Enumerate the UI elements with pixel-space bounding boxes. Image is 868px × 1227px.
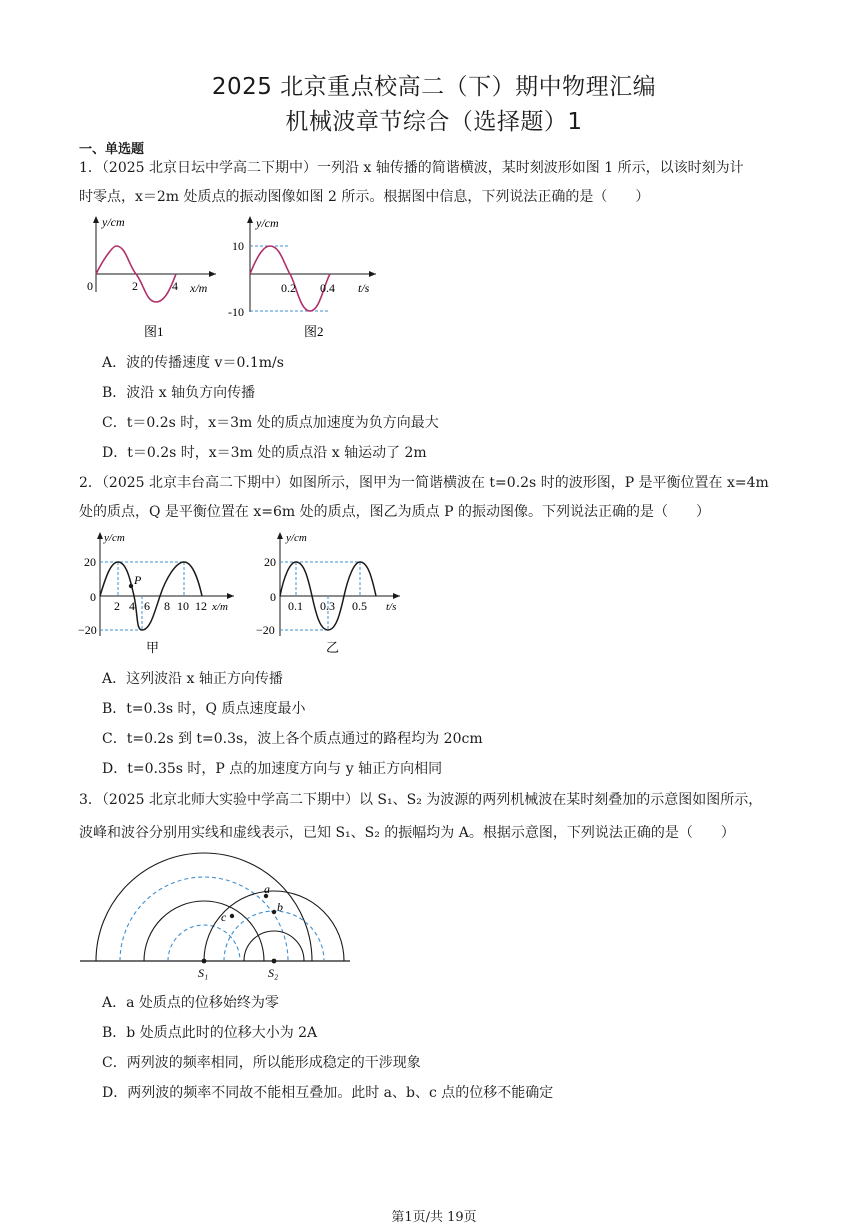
q3-interference-figure [78, 852, 358, 988]
q2-jia-tick-10: 10 [177, 599, 189, 613]
q2-jia-ytick-neg20: −20 [78, 623, 97, 637]
q1-stem-line2: 时零点，x＝2m 处质点的振动图像如图 2 所示。根据图中信息，下列说法正确的是（ ） [79, 189, 650, 205]
q2-stem-line1: 2．（2025 北京丰台高二下期中）如图所示，图甲为一简谐横波在 t=0.2s 时的波形图，P 是平衡位置在 x=4m [79, 475, 769, 491]
q1-fig1-ylabel: y/cm [102, 215, 125, 229]
q1-fig2-tick-04: 0.4 [320, 281, 335, 295]
q2-option-a: A．这列波沿 x 轴正方向传播 [102, 671, 283, 687]
q3-option-a: A．a 处质点的位移始终为零 [102, 995, 279, 1011]
q2-yi-tick-05: 0.5 [352, 599, 367, 613]
q3-source-s1 [202, 959, 207, 964]
q1-fig1-tick-2: 2 [132, 279, 138, 293]
q1-fig2-ytick-neg10: -10 [228, 305, 244, 319]
q2-jia-tick-8: 8 [164, 599, 170, 613]
q3-point-c [230, 914, 234, 918]
q2-jia-tick-2: 2 [114, 599, 120, 613]
q1-option-a: A．波的传播速度 v＝0.1m/s [102, 355, 284, 371]
q1-fig1-tick-4: 4 [172, 279, 178, 293]
q3-label-a: a [264, 882, 270, 896]
q1-option-b: B．波沿 x 轴负方向传播 [102, 385, 256, 401]
q2-yi-ytick-0: 0 [270, 590, 276, 604]
q2-yi-ytick-20: 20 [264, 555, 276, 569]
q3-label-b: b [277, 900, 283, 914]
q2-yi-ytick-neg20: −20 [256, 623, 275, 637]
title-line-2: 机械波章节综合（选择题）1 [285, 109, 583, 135]
q2-jia-caption: 甲 [146, 640, 160, 655]
q2-yi-caption: 乙 [326, 640, 340, 655]
q2-yi-ylabel: y/cm [286, 532, 307, 544]
q1-fig2-xlabel: t/s [358, 281, 370, 295]
q3-label-s2: S₂ [268, 966, 279, 980]
q2-jia-xlabel: x/m [212, 601, 228, 613]
q2-option-c: C．t=0.2s 到 t=0.3s，波上各个质点通过的路程均为 20cm [102, 731, 483, 747]
q1-figure-1 [78, 212, 223, 342]
q1-fig2-caption: 图2 [304, 324, 324, 339]
q1-option-c: C．t＝0.2s 时，x＝3m 处的质点加速度为负方向最大 [102, 415, 439, 431]
q2-jia-tick-4: 4 [129, 599, 135, 613]
q2-yi-xlabel: t/s [386, 601, 397, 613]
q1-fig2-wave [250, 246, 330, 311]
q3-stem-line2: 波峰和波谷分别用实线和虚线表示，已知 S₁、S₂ 的振幅均为 A。根据示意图，下列说法正确的是（ ） [79, 825, 735, 841]
section-label: 一、单选题 [79, 142, 145, 157]
q2-jia-tick-6: 6 [144, 599, 150, 613]
q1-fig2-ylabel: y/cm [256, 216, 279, 230]
q3-label-s1: S₁ [198, 966, 209, 980]
q2-option-d: D．t=0.35s 时，P 点的加速度方向与 y 轴正方向相同 [102, 761, 443, 777]
q3-source-s2 [272, 959, 277, 964]
q3-s2-crest-1 [244, 931, 304, 961]
q1-fig1-xlabel: x/m [190, 281, 208, 295]
q1-figure-2 [228, 212, 378, 342]
q2-figure-jia [78, 528, 238, 656]
q1-fig1-caption: 图1 [144, 324, 164, 339]
q2-jia-tick-12: 12 [195, 599, 207, 613]
q2-jia-ytick-0: 0 [90, 590, 96, 604]
q3-label-c: c [221, 910, 227, 924]
q3-point-b [272, 910, 276, 914]
q1-option-d: D．t＝0.2s 时，x＝3m 处的质点沿 x 轴运动了 2m [102, 445, 427, 461]
q1-fig2-ytick-10: 10 [232, 239, 244, 253]
q3-option-d: D．两列波的频率不同故不能相互叠加。此时 a、b、c 点的位移不能确定 [102, 1085, 554, 1101]
q2-jia-ytick-20: 20 [84, 555, 96, 569]
q2-yi-tick-01: 0.1 [288, 599, 303, 613]
q1-stem-line1: 1．（2025 北京日坛中学高二下期中）一列沿 x 轴传播的简谐横波，某时刻波形如图 1 所示，以该时刻为计 [79, 160, 744, 176]
q2-yi-tick-03: 0.3 [320, 599, 335, 613]
q2-figure-yi [254, 528, 414, 656]
q3-option-b: B．b 处质点此时的位移大小为 2A [102, 1025, 318, 1041]
q3-s2-trough-2 [190, 877, 358, 961]
q2-jia-point-p: P [134, 573, 142, 587]
title-line-1: 2025 北京重点校高二（下）期中物理汇编 [211, 74, 657, 100]
q2-stem-line2: 处的质点，Q 是平衡位置在 x=6m 处的质点，图乙为质点 P 的振动图像。下列说法正确的是（ ） [79, 504, 710, 520]
q1-fig1-origin: 0 [87, 279, 93, 293]
q3-stem-line1: 3．（2025 北京北师大实验中学高二下期中）以 S₁、S₂ 为波源的两列机械波在某时刻叠加的示意图如图所示， [79, 792, 763, 808]
q3-option-c: C．两列波的频率相同，所以能形成稳定的干涉现象 [102, 1055, 421, 1071]
q2-jia-ylabel: y/cm [104, 532, 125, 544]
q2-option-b: B．t=0.3s 时，Q 质点速度最小 [102, 701, 306, 717]
page-footer: 第1页/共 19页 [391, 1210, 477, 1225]
q1-fig2-tick-02: 0.2 [281, 281, 296, 295]
